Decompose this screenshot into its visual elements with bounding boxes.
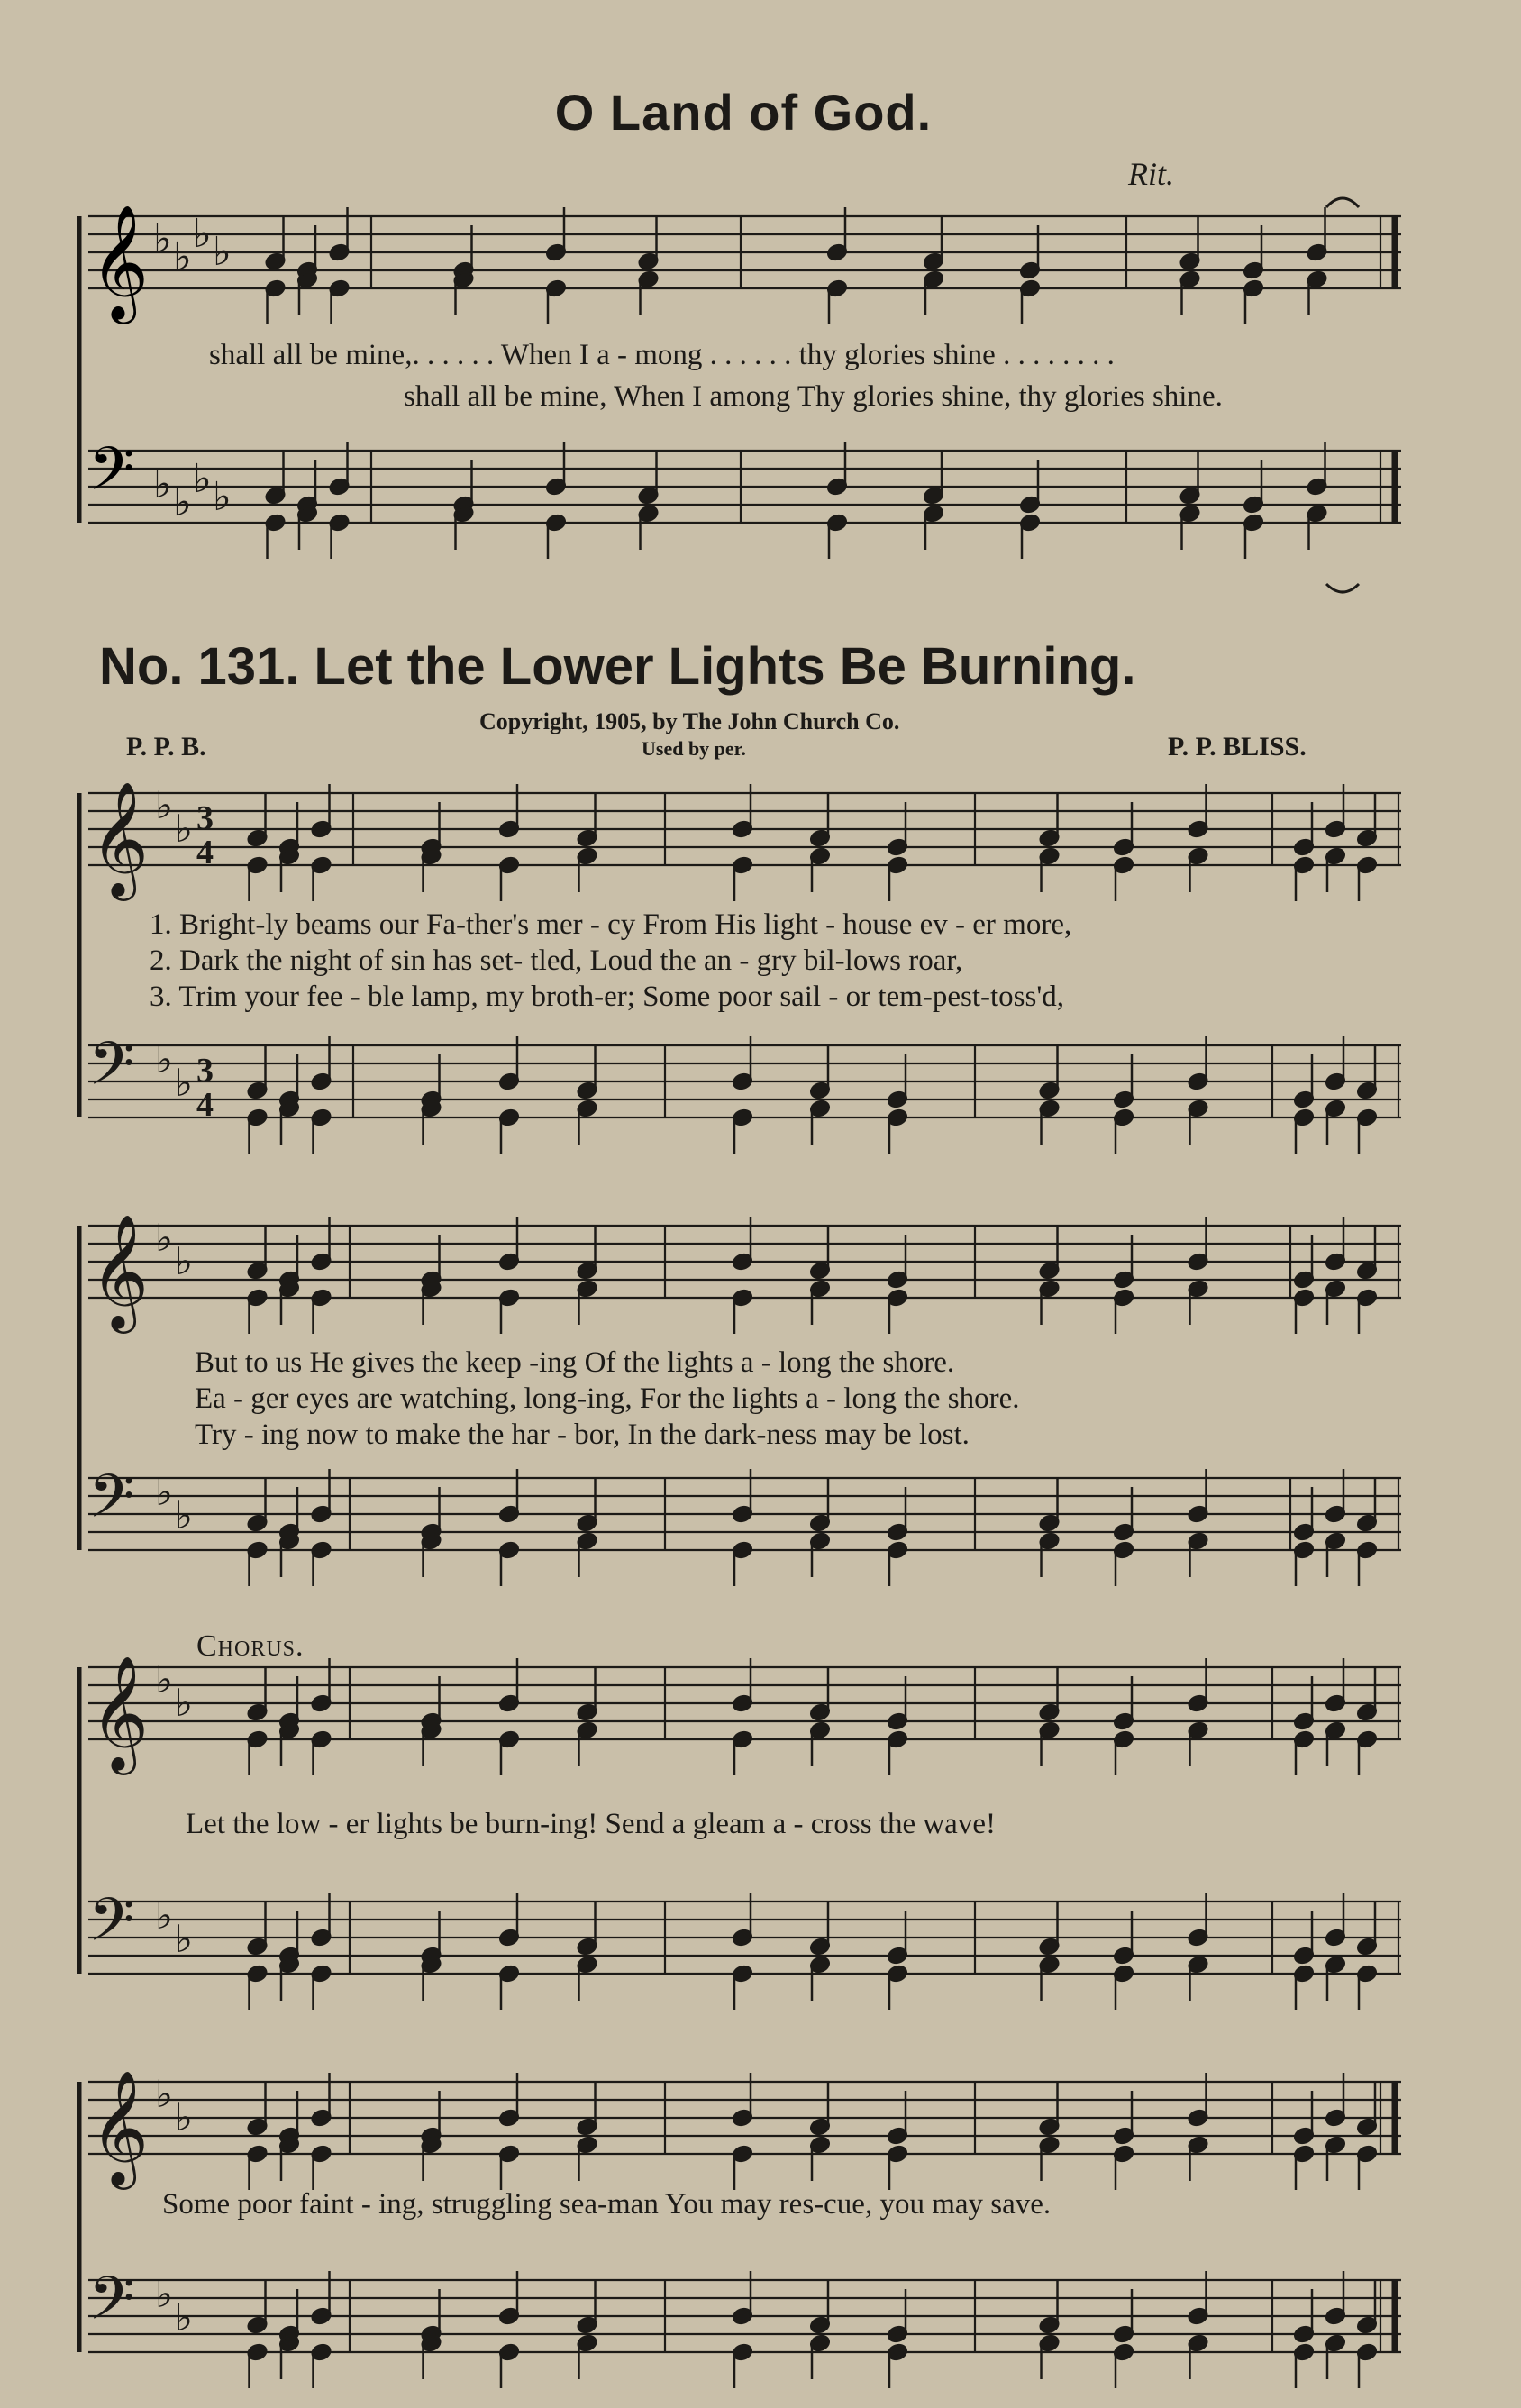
bass-clef-icon: 𝄢 — [88, 1462, 135, 1546]
svg-text:4: 4 — [196, 1086, 214, 1124]
bass-clef-icon: 𝄢 — [88, 1885, 135, 1969]
verse-3-line-1: 3. Trim your fee - ble lamp, my broth-er; Some poor sail - or tem-pest-toss'd, — [150, 981, 1065, 1013]
treble-clef-icon: 𝄞 — [90, 1655, 150, 1770]
key-signature-flats — [155, 783, 193, 2340]
hymn-title: No. 131. Let the Lower Lights Be Burning. — [99, 637, 1136, 696]
treble-clef-icon: 𝄞 — [90, 2069, 150, 2185]
top-treble-staff — [88, 216, 1401, 288]
verse-1-line-2: But to us He gives the keep -ing Of the lights a - long the shore. — [195, 1346, 955, 1379]
treble-clef-icon: 𝄞 — [90, 1213, 150, 1328]
chorus-line-1: Let the low - er lights be burn-ing! Send a gleam a - cross the wave! — [186, 1808, 996, 1840]
svg-text:♭: ♭ — [153, 461, 172, 507]
svg-text:♭: ♭ — [175, 1061, 193, 1105]
verse-1-line-1: 1. Bright-ly beams our Fa-ther's mer - cy From His light - house ev - er more, — [150, 908, 1072, 941]
svg-text:♭: ♭ — [175, 807, 193, 851]
used-by-permission: Used by per. — [642, 737, 746, 760]
svg-text:♭: ♭ — [173, 479, 192, 525]
svg-text:♭: ♭ — [173, 234, 192, 280]
svg-text:♭: ♭ — [193, 456, 212, 502]
svg-text:♭: ♭ — [193, 211, 212, 257]
bass-clef-icon: 𝄢 — [88, 2264, 135, 2348]
bass-clef-icon: 𝄢 — [88, 434, 135, 518]
svg-text:♭: ♭ — [155, 2072, 173, 2116]
lyricist-initials: P. P. B. — [126, 732, 206, 762]
fermata-icon — [1326, 198, 1359, 207]
svg-text:3: 3 — [196, 1052, 214, 1090]
svg-text:♭: ♭ — [175, 1239, 193, 1283]
copyright-notice: Copyright, 1905, by The John Church Co. — [479, 708, 900, 734]
treble-clef-icon: 𝄞 — [90, 780, 150, 896]
svg-text:♭: ♭ — [155, 1037, 173, 1081]
svg-text:♭: ♭ — [153, 216, 172, 262]
svg-text:♭: ♭ — [175, 1493, 193, 1537]
fermata-icon — [1326, 584, 1359, 592]
svg-text:♭: ♭ — [155, 1657, 173, 1701]
svg-text:♭: ♭ — [155, 783, 173, 827]
svg-text:♭: ♭ — [213, 474, 232, 520]
svg-text:♭: ♭ — [213, 229, 232, 275]
svg-text:♭: ♭ — [155, 2272, 173, 2316]
verse-3-line-2: Try - ing now to make the har - bor, In the dark-ness may be lost. — [195, 1418, 970, 1451]
svg-text:♭: ♭ — [155, 1893, 173, 1938]
verse-2-line-2: Ea - ger eyes are watching, long-ing, For the lights a - long the shore. — [195, 1382, 1020, 1415]
top-piece-title: O Land of God. — [554, 84, 933, 141]
svg-text:4: 4 — [196, 834, 214, 871]
treble-clef-icon: 𝄞 — [90, 204, 150, 319]
svg-text:3: 3 — [196, 799, 214, 837]
svg-text:♭: ♭ — [155, 1216, 173, 1260]
svg-text:♭: ♭ — [155, 1470, 173, 1514]
svg-text:♭: ♭ — [175, 1681, 193, 1725]
bass-clef-icon: 𝄢 — [88, 1029, 135, 1113]
chorus-line-2: Some poor faint - ing, struggling sea-man You may res-cue, you may save. — [162, 2188, 1052, 2221]
notes-hymn — [247, 784, 1378, 2388]
composer-name: P. P. BLISS. — [1168, 732, 1307, 762]
verse-2-line-1: 2. Dark the night of sin has set- tled, Loud the an - gry bil-lows roar, — [150, 944, 963, 977]
svg-text:♭: ♭ — [175, 1917, 193, 1961]
top-lyric-line-2: shall all be mine, When I among Thy glories shine, thy glories shine. — [404, 380, 1223, 413]
top-bass-staff — [88, 451, 1401, 523]
svg-text:♭: ♭ — [175, 2295, 193, 2340]
chorus-label: Chorus. — [196, 1629, 305, 1663]
ritardando-mark: Rit. — [1128, 156, 1174, 192]
top-lyric-line-1: shall all be mine,. . . . . . When I a - mong . . . . . . thy glories shine . . . . . . . . — [209, 339, 1115, 371]
svg-text:♭: ♭ — [175, 2095, 193, 2139]
